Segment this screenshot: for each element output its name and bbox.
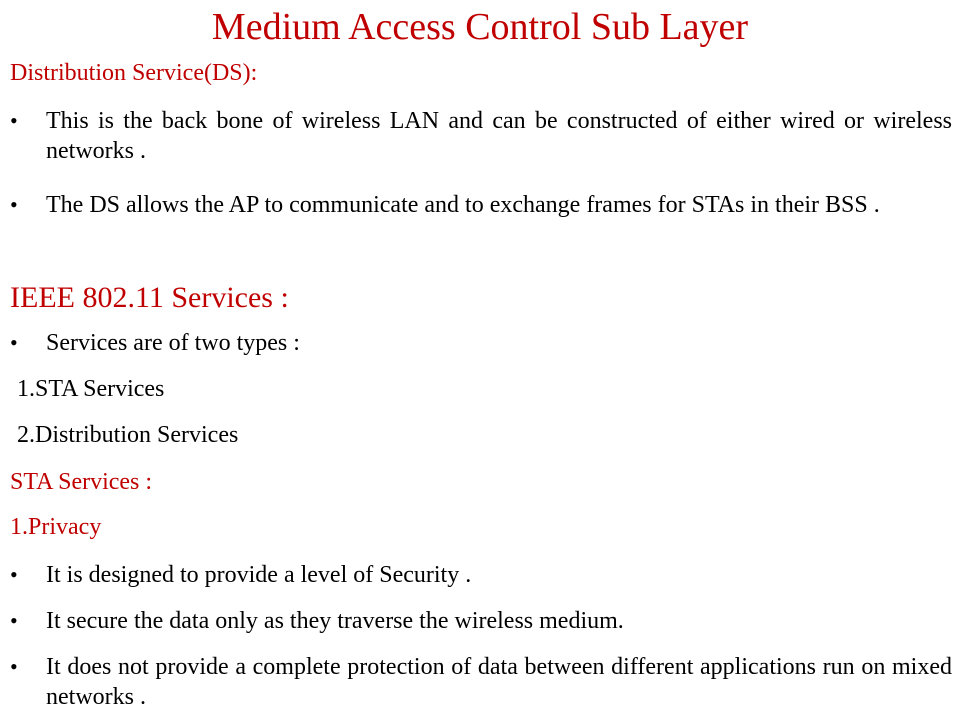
privacy-bullet-2 xyxy=(10,606,952,636)
privacy-bullet-3-text: It does not provide a complete protection of data between different applications run on mixed networks . xyxy=(46,654,952,710)
bullet-icon: • xyxy=(10,192,18,217)
service-type-1: 1.STA Services xyxy=(17,376,165,402)
service-type-2: 2.Distribution Services xyxy=(17,422,239,448)
services-bullet xyxy=(10,328,952,358)
services-bullet-text: Services are of two types : xyxy=(46,330,300,356)
privacy-bullet-3 xyxy=(10,652,952,712)
bullet-icon: • xyxy=(10,108,18,133)
privacy-heading: 1.Privacy xyxy=(10,514,102,540)
ds-bullet-2-text: The DS allows the AP to communicate and to exchange frames for STAs in their BSS . xyxy=(46,192,880,218)
privacy-bullet-1-text: It is designed to provide a level of Security . xyxy=(46,562,472,588)
slide-title: Medium Access Control Sub Layer xyxy=(211,6,749,48)
ds-bullet-1 xyxy=(10,106,952,166)
bullet-icon: • xyxy=(10,562,18,587)
privacy-bullet-1 xyxy=(10,560,952,590)
bullet-icon: • xyxy=(10,654,18,679)
ds-bullet-1-text: This is the back bone of wireless LAN and can be constructed of either wired or wireless networks . xyxy=(46,108,952,164)
ds-heading: Distribution Service(DS): xyxy=(10,60,258,86)
bullet-icon: • xyxy=(10,330,18,355)
sta-heading: STA Services : xyxy=(10,469,153,495)
privacy-bullet-2-text: It secure the data only as they traverse the wireless medium. xyxy=(46,608,624,634)
services-heading: IEEE 802.11 Services : xyxy=(10,281,289,314)
ds-bullet-2 xyxy=(10,190,952,220)
bullet-icon: • xyxy=(10,608,18,633)
